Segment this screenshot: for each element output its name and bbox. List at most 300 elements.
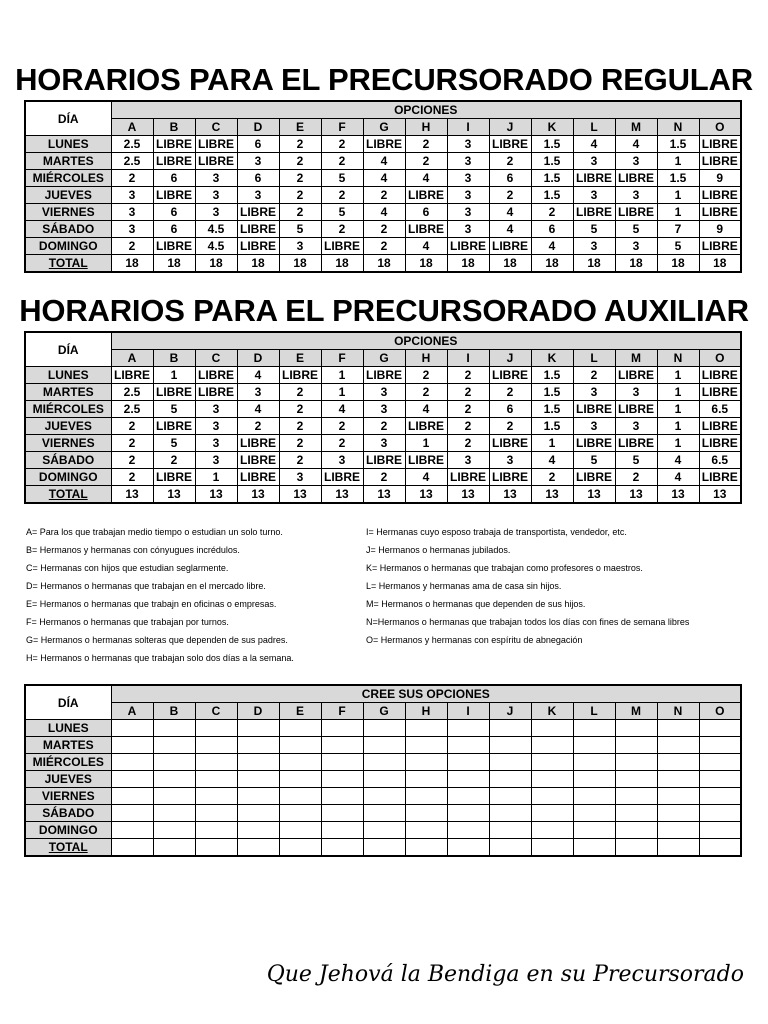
auxiliar-schedule-table (24, 331, 742, 504)
empty-entry-cell[interactable] (531, 788, 573, 805)
empty-entry-cell[interactable] (405, 822, 447, 839)
table-cell: LIBRE (405, 221, 447, 238)
table-cell: 4.5 (195, 221, 237, 238)
empty-entry-cell[interactable] (153, 737, 195, 754)
regular-schedule-table (24, 100, 742, 273)
day-label: JUEVES (25, 418, 111, 435)
empty-entry-cell[interactable] (531, 720, 573, 737)
empty-entry-cell[interactable] (699, 788, 741, 805)
empty-entry-cell[interactable] (195, 754, 237, 771)
table-cell: 2 (279, 170, 321, 187)
empty-entry-cell[interactable] (573, 822, 615, 839)
empty-entry-cell[interactable] (279, 771, 321, 788)
table-cell: 2 (111, 418, 153, 435)
empty-entry-cell[interactable] (195, 771, 237, 788)
day-label: DOMINGO (25, 822, 111, 839)
table-cell: 5 (321, 204, 363, 221)
empty-entry-cell[interactable] (699, 737, 741, 754)
table-cell: 3 (321, 452, 363, 469)
options-group-header: OPCIONES (111, 101, 741, 119)
table-cell: 3 (573, 418, 615, 435)
table-row (25, 401, 741, 418)
option-column-header: K (531, 119, 573, 136)
table-cell: LIBRE (153, 418, 195, 435)
empty-entry-cell[interactable] (363, 839, 405, 857)
table-cell: 2 (321, 153, 363, 170)
empty-entry-cell[interactable] (657, 788, 699, 805)
empty-entry-cell[interactable] (447, 805, 489, 822)
table-cell: LIBRE (405, 418, 447, 435)
table-cell: LIBRE (699, 136, 741, 153)
table-cell: 3 (489, 452, 531, 469)
table-cell: LIBRE (573, 435, 615, 452)
empty-entry-cell[interactable] (615, 805, 657, 822)
empty-entry-cell[interactable] (615, 771, 657, 788)
empty-entry-cell[interactable] (531, 737, 573, 754)
legend-left-column (26, 523, 294, 667)
table-cell: LIBRE (153, 469, 195, 486)
legend-item: A= Para los que trabajan medio tiempo o estudian un solo turno. (26, 527, 283, 537)
empty-entry-cell[interactable] (195, 720, 237, 737)
table-row (25, 153, 741, 170)
table-row (25, 805, 741, 822)
empty-entry-cell[interactable] (489, 788, 531, 805)
empty-entry-cell[interactable] (279, 839, 321, 857)
table-cell: 13 (153, 486, 195, 504)
table-cell: 3 (237, 187, 279, 204)
empty-entry-cell[interactable] (321, 754, 363, 771)
option-column-header: G (363, 350, 405, 367)
empty-entry-cell[interactable] (405, 754, 447, 771)
table-cell: 1.5 (531, 187, 573, 204)
empty-entry-cell[interactable] (363, 754, 405, 771)
legend-item: J= Hermanos o hermanas jubilados. (366, 545, 511, 555)
empty-entry-cell[interactable] (111, 720, 153, 737)
option-column-header: H (405, 119, 447, 136)
empty-entry-cell[interactable] (573, 839, 615, 857)
empty-entry-cell[interactable] (489, 822, 531, 839)
table-cell: 2 (111, 238, 153, 255)
table-cell: 6 (237, 170, 279, 187)
table-row (25, 170, 741, 187)
empty-entry-cell[interactable] (321, 737, 363, 754)
table-cell: LIBRE (195, 384, 237, 401)
table-cell: 4 (573, 136, 615, 153)
table-cell: 3 (447, 187, 489, 204)
empty-entry-cell[interactable] (615, 720, 657, 737)
table-cell: 3 (447, 136, 489, 153)
table-cell: 3 (195, 418, 237, 435)
empty-entry-cell[interactable] (699, 720, 741, 737)
table-cell: 3 (447, 221, 489, 238)
table-cell: 2 (405, 136, 447, 153)
legend-item: H= Hermanos o hermanas que trabajan solo dos días a la semana. (26, 653, 294, 663)
option-column-header: A (111, 350, 153, 367)
empty-entry-cell[interactable] (657, 805, 699, 822)
empty-entry-cell[interactable] (363, 822, 405, 839)
empty-entry-cell[interactable] (531, 839, 573, 857)
legend-item: N=Hermanos o hermanas que trabajan todos los días con fines de semana libres (366, 617, 690, 627)
table-row (25, 771, 741, 788)
table-cell: 1 (657, 187, 699, 204)
empty-entry-cell[interactable] (279, 737, 321, 754)
table-cell: 2 (363, 187, 405, 204)
day-label: SÁBADO (25, 452, 111, 469)
table-cell: 1.5 (531, 367, 573, 384)
empty-entry-cell[interactable] (237, 805, 279, 822)
empty-entry-cell[interactable] (153, 822, 195, 839)
legend-item: B= Hermanos y hermanas con cónyugues incrédulos. (26, 545, 240, 555)
empty-entry-cell[interactable] (447, 720, 489, 737)
table-cell: 2 (279, 401, 321, 418)
table-cell: 13 (321, 486, 363, 504)
empty-entry-cell[interactable] (447, 839, 489, 857)
empty-entry-cell[interactable] (111, 788, 153, 805)
table-cell: LIBRE (447, 469, 489, 486)
table-cell: 3 (237, 153, 279, 170)
empty-entry-cell[interactable] (111, 754, 153, 771)
table-cell: LIBRE (321, 469, 363, 486)
empty-entry-cell[interactable] (615, 754, 657, 771)
empty-entry-cell[interactable] (237, 754, 279, 771)
table-cell: 2 (531, 469, 573, 486)
table-cell: 18 (111, 255, 153, 273)
empty-entry-cell[interactable] (279, 822, 321, 839)
empty-entry-cell[interactable] (573, 720, 615, 737)
table-cell: 3 (195, 170, 237, 187)
empty-entry-cell[interactable] (279, 805, 321, 822)
empty-entry-cell[interactable] (405, 839, 447, 857)
table-cell: 3 (447, 170, 489, 187)
table-cell: 2 (405, 384, 447, 401)
option-column-header: N (657, 350, 699, 367)
table-cell: 4 (405, 170, 447, 187)
table-cell: 3 (363, 435, 405, 452)
empty-entry-cell[interactable] (279, 754, 321, 771)
empty-entry-cell[interactable] (447, 771, 489, 788)
table-cell: 4 (321, 401, 363, 418)
empty-entry-cell[interactable] (321, 805, 363, 822)
legend-item: E= Hermanos o hermanas que trabajn en oficinas o empresas. (26, 599, 277, 609)
empty-entry-cell[interactable] (237, 822, 279, 839)
table-cell: 7 (657, 221, 699, 238)
empty-entry-cell[interactable] (237, 788, 279, 805)
legend-item: M= Hermanos o hermanas que dependen de sus hijos. (366, 599, 586, 609)
empty-entry-cell[interactable] (447, 737, 489, 754)
option-column-header: E (279, 703, 321, 720)
table-cell: LIBRE (363, 452, 405, 469)
empty-entry-cell[interactable] (531, 805, 573, 822)
table-cell: LIBRE (447, 238, 489, 255)
table-cell: 18 (657, 255, 699, 273)
empty-entry-cell[interactable] (489, 720, 531, 737)
table-cell: 5 (573, 452, 615, 469)
empty-entry-cell[interactable] (489, 805, 531, 822)
option-column-header: I (447, 703, 489, 720)
table-cell: 9 (699, 221, 741, 238)
empty-entry-cell[interactable] (153, 805, 195, 822)
table-cell: 1 (657, 367, 699, 384)
table-row (25, 737, 741, 754)
table-cell: 2 (405, 367, 447, 384)
table-cell: 4 (363, 153, 405, 170)
empty-entry-cell[interactable] (615, 839, 657, 857)
table-cell: LIBRE (237, 469, 279, 486)
table-cell: 2 (279, 204, 321, 221)
empty-entry-cell[interactable] (615, 822, 657, 839)
empty-entry-cell[interactable] (405, 737, 447, 754)
table-cell: 3 (447, 452, 489, 469)
option-column-header: G (363, 703, 405, 720)
table-cell: 6 (153, 221, 195, 238)
empty-entry-cell[interactable] (363, 805, 405, 822)
table-cell: LIBRE (153, 153, 195, 170)
table-cell: LIBRE (153, 384, 195, 401)
total-row (25, 839, 741, 857)
empty-entry-cell[interactable] (489, 737, 531, 754)
table-cell: 3 (195, 401, 237, 418)
table-cell: 6.5 (699, 401, 741, 418)
header-row (25, 101, 741, 119)
empty-entry-cell[interactable] (699, 771, 741, 788)
legend-item: K= Hermanos o hermanas que trabajan como profesores o maestros. (366, 563, 643, 573)
option-column-header: B (153, 350, 195, 367)
table-cell: 3 (195, 204, 237, 221)
table-cell: 3 (111, 204, 153, 221)
empty-entry-cell[interactable] (153, 788, 195, 805)
table-cell: 3 (573, 384, 615, 401)
empty-entry-cell[interactable] (657, 737, 699, 754)
empty-entry-cell[interactable] (699, 754, 741, 771)
empty-entry-cell[interactable] (489, 771, 531, 788)
table-cell: 1 (657, 401, 699, 418)
empty-entry-cell[interactable] (111, 805, 153, 822)
empty-entry-cell[interactable] (615, 788, 657, 805)
day-label: JUEVES (25, 187, 111, 204)
option-column-header: K (531, 703, 573, 720)
table-cell: 5 (615, 452, 657, 469)
table-cell: LIBRE (615, 401, 657, 418)
day-label: LUNES (25, 136, 111, 153)
table-cell: 4 (531, 452, 573, 469)
empty-entry-cell[interactable] (111, 771, 153, 788)
table-cell: 2 (447, 401, 489, 418)
empty-entry-cell[interactable] (279, 788, 321, 805)
day-label: VIERNES (25, 788, 111, 805)
empty-entry-cell[interactable] (153, 754, 195, 771)
table-cell: LIBRE (237, 452, 279, 469)
empty-entry-cell[interactable] (657, 771, 699, 788)
table-row (25, 384, 741, 401)
day-label: TOTAL (25, 839, 111, 857)
table-cell: 2.5 (111, 384, 153, 401)
empty-entry-cell[interactable] (321, 839, 363, 857)
empty-entry-cell[interactable] (321, 822, 363, 839)
dia-header: DÍA (25, 332, 111, 367)
empty-entry-cell[interactable] (321, 788, 363, 805)
empty-entry-cell[interactable] (195, 737, 237, 754)
empty-entry-cell[interactable] (195, 805, 237, 822)
empty-entry-cell[interactable] (363, 788, 405, 805)
empty-entry-cell[interactable] (531, 754, 573, 771)
empty-entry-cell[interactable] (699, 839, 741, 857)
empty-entry-cell[interactable] (573, 788, 615, 805)
empty-entry-cell[interactable] (447, 754, 489, 771)
empty-entry-cell[interactable] (657, 822, 699, 839)
empty-entry-cell[interactable] (573, 754, 615, 771)
table-row (25, 452, 741, 469)
empty-entry-cell[interactable] (699, 822, 741, 839)
empty-entry-cell[interactable] (657, 839, 699, 857)
table-cell: 1 (195, 469, 237, 486)
empty-entry-cell[interactable] (573, 771, 615, 788)
option-column-header: I (447, 119, 489, 136)
empty-entry-cell[interactable] (615, 737, 657, 754)
table-cell: LIBRE (615, 170, 657, 187)
day-label: DOMINGO (25, 469, 111, 486)
table-cell: LIBRE (615, 435, 657, 452)
table-cell: 18 (573, 255, 615, 273)
empty-entry-cell[interactable] (237, 839, 279, 857)
table-cell: 1 (657, 435, 699, 452)
empty-entry-cell[interactable] (489, 839, 531, 857)
table-cell: LIBRE (153, 187, 195, 204)
empty-entry-cell[interactable] (573, 737, 615, 754)
table-cell: 4 (489, 204, 531, 221)
table-cell: 18 (489, 255, 531, 273)
table-cell: LIBRE (699, 153, 741, 170)
empty-entry-cell[interactable] (405, 805, 447, 822)
table-cell: 13 (699, 486, 741, 504)
empty-entry-cell[interactable] (195, 839, 237, 857)
table-cell: LIBRE (699, 187, 741, 204)
table-cell: 4 (237, 367, 279, 384)
empty-entry-cell[interactable] (237, 737, 279, 754)
empty-entry-cell[interactable] (447, 788, 489, 805)
table-cell: LIBRE (237, 238, 279, 255)
table-cell: 4 (531, 238, 573, 255)
table-row (25, 822, 741, 839)
day-label: MIÉRCOLES (25, 754, 111, 771)
table-cell: 2 (405, 153, 447, 170)
option-column-header: L (573, 703, 615, 720)
table-row (25, 204, 741, 221)
empty-entry-cell[interactable] (237, 771, 279, 788)
table-row (25, 418, 741, 435)
table-cell: 18 (447, 255, 489, 273)
table-cell: 6 (531, 221, 573, 238)
table-cell: 1 (657, 204, 699, 221)
empty-entry-cell[interactable] (405, 788, 447, 805)
empty-entry-cell[interactable] (699, 805, 741, 822)
table-cell: 2 (153, 452, 195, 469)
empty-entry-cell[interactable] (405, 771, 447, 788)
day-label: SÁBADO (25, 221, 111, 238)
table-cell: 18 (321, 255, 363, 273)
empty-entry-cell[interactable] (531, 771, 573, 788)
option-column-header: O (699, 703, 741, 720)
table-cell: 3 (279, 238, 321, 255)
empty-entry-cell[interactable] (153, 771, 195, 788)
empty-entry-cell[interactable] (405, 720, 447, 737)
empty-entry-cell[interactable] (153, 839, 195, 857)
day-label: TOTAL (25, 486, 111, 504)
empty-entry-cell[interactable] (573, 805, 615, 822)
table-cell: 5 (153, 435, 195, 452)
table-cell: 3 (195, 452, 237, 469)
table-row (25, 136, 741, 153)
option-column-header: O (699, 350, 741, 367)
empty-entry-cell[interactable] (111, 822, 153, 839)
table-cell: LIBRE (195, 153, 237, 170)
table-cell: 3 (363, 401, 405, 418)
empty-entry-cell[interactable] (111, 839, 153, 857)
option-column-header: M (615, 703, 657, 720)
legend-item: D= Hermanos o hermanas que trabajan en el mercado libre. (26, 581, 266, 591)
table-cell: 2 (363, 238, 405, 255)
table-cell: 18 (153, 255, 195, 273)
table-cell: 13 (489, 486, 531, 504)
table-row (25, 187, 741, 204)
day-label: MIÉRCOLES (25, 401, 111, 418)
empty-entry-cell[interactable] (111, 737, 153, 754)
regular-title: HORARIOS PARA EL PRECURSORADO REGULAR (15, 62, 753, 97)
empty-entry-cell[interactable] (195, 788, 237, 805)
empty-entry-cell[interactable] (279, 720, 321, 737)
option-column-header: C (195, 703, 237, 720)
table-cell: 2 (447, 435, 489, 452)
empty-entry-cell[interactable] (657, 720, 699, 737)
table-cell: LIBRE (237, 221, 279, 238)
day-label: TOTAL (25, 255, 111, 273)
empty-entry-cell[interactable] (321, 720, 363, 737)
empty-entry-cell[interactable] (489, 754, 531, 771)
table-cell: 1 (321, 384, 363, 401)
empty-entry-cell[interactable] (153, 720, 195, 737)
empty-entry-cell[interactable] (195, 822, 237, 839)
option-column-header: C (195, 350, 237, 367)
table-row (25, 367, 741, 384)
option-column-header: H (405, 350, 447, 367)
table-cell: LIBRE (153, 136, 195, 153)
table-cell: 2 (363, 418, 405, 435)
empty-entry-cell[interactable] (657, 754, 699, 771)
day-label: VIERNES (25, 435, 111, 452)
table-cell: 2 (111, 452, 153, 469)
empty-entry-cell[interactable] (363, 771, 405, 788)
table-cell: 5 (573, 221, 615, 238)
table-cell: 3 (447, 153, 489, 170)
empty-entry-cell[interactable] (237, 720, 279, 737)
empty-entry-cell[interactable] (447, 822, 489, 839)
table-cell: LIBRE (573, 469, 615, 486)
table-cell: 1 (405, 435, 447, 452)
empty-entry-cell[interactable] (321, 771, 363, 788)
table-row (25, 788, 741, 805)
empty-entry-cell[interactable] (363, 737, 405, 754)
table-cell: 1.5 (531, 418, 573, 435)
header-row (25, 685, 741, 703)
table-cell: 2 (321, 418, 363, 435)
custom-options-table (24, 684, 742, 857)
legend-item: C= Hermanas con hijos que estudian seglarmente. (26, 563, 229, 573)
table-row (25, 221, 741, 238)
table-cell: LIBRE (489, 435, 531, 452)
empty-entry-cell[interactable] (531, 822, 573, 839)
table-cell: 2 (279, 187, 321, 204)
table-cell: 18 (363, 255, 405, 273)
empty-entry-cell[interactable] (363, 720, 405, 737)
